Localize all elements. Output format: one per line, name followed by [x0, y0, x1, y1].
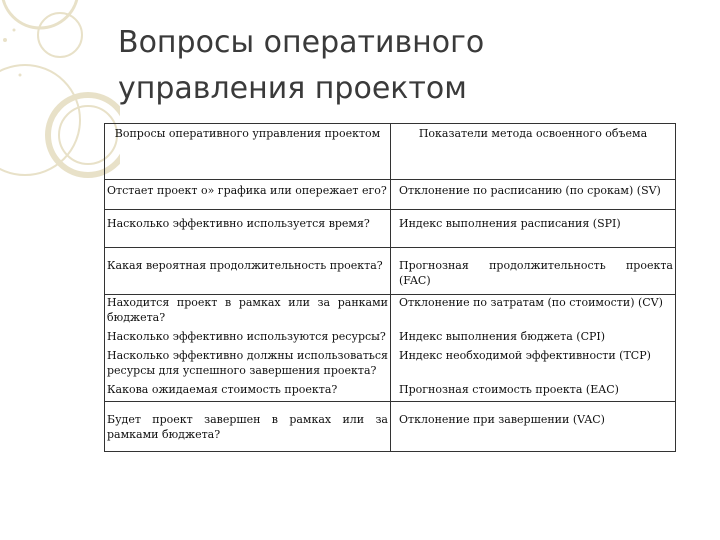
question-cell: Отстает проект о» графика или опережает его?: [105, 180, 391, 210]
indicator-cell: Отклонение при завершении (VAC): [391, 402, 676, 452]
indicator-cell: Индекс необходимой эффективности (TCP): [391, 348, 676, 382]
table-row: [105, 329, 676, 348]
title-line-2: управления проектом: [118, 71, 467, 106]
indicator-cell: Прогнозная продолжительность проекта (FAC): [391, 248, 676, 295]
question-cell: Насколько эффективно должны использоваться ресурсы для успешного завершения проекта?: [105, 348, 391, 382]
question-cell: Какая вероятная продолжительность проекта?: [105, 248, 391, 295]
table-row: [105, 402, 676, 452]
question-cell: Насколько эффективно используются ресурсы?: [105, 329, 391, 348]
question-cell: Какова ожидаемая стоимость проекта?: [105, 382, 391, 402]
indicator-cell: Отклонение по расписанию (по срокам) (SV): [391, 180, 676, 210]
indicator-cell: Индекс выполнения бюджета (CPI): [391, 329, 676, 348]
table-row: [105, 210, 676, 248]
table-row: [105, 248, 676, 295]
question-cell: Находится проект в рамках или за ранками бюджета?: [105, 295, 391, 330]
table-row: [105, 295, 676, 330]
evm-questions-table: [104, 123, 676, 452]
header-questions: Вопросы оперативного управления проектом: [105, 124, 391, 180]
indicator-cell: Прогнозная стоимость проекта (EAC): [391, 382, 676, 402]
table-row: [105, 382, 676, 402]
table-header-row: [105, 124, 676, 180]
table-row: [105, 348, 676, 382]
indicator-cell: Отклонение по затратам (по стоимости) (CV): [391, 295, 676, 330]
decorative-circles: [0, 0, 120, 200]
table-row: [105, 180, 676, 210]
indicator-cell: Индекс выполнения расписания (SPI): [391, 210, 676, 248]
question-cell: Будет проект завершен в рамках или за рамками бюджета?: [105, 402, 391, 452]
header-indicators: Показатели метода освоенного объема: [391, 124, 676, 180]
title-line-1: Вопросы оперативного: [118, 25, 485, 60]
question-cell: Насколько эффективно используется время?: [105, 210, 391, 248]
slide-title: [118, 20, 678, 112]
